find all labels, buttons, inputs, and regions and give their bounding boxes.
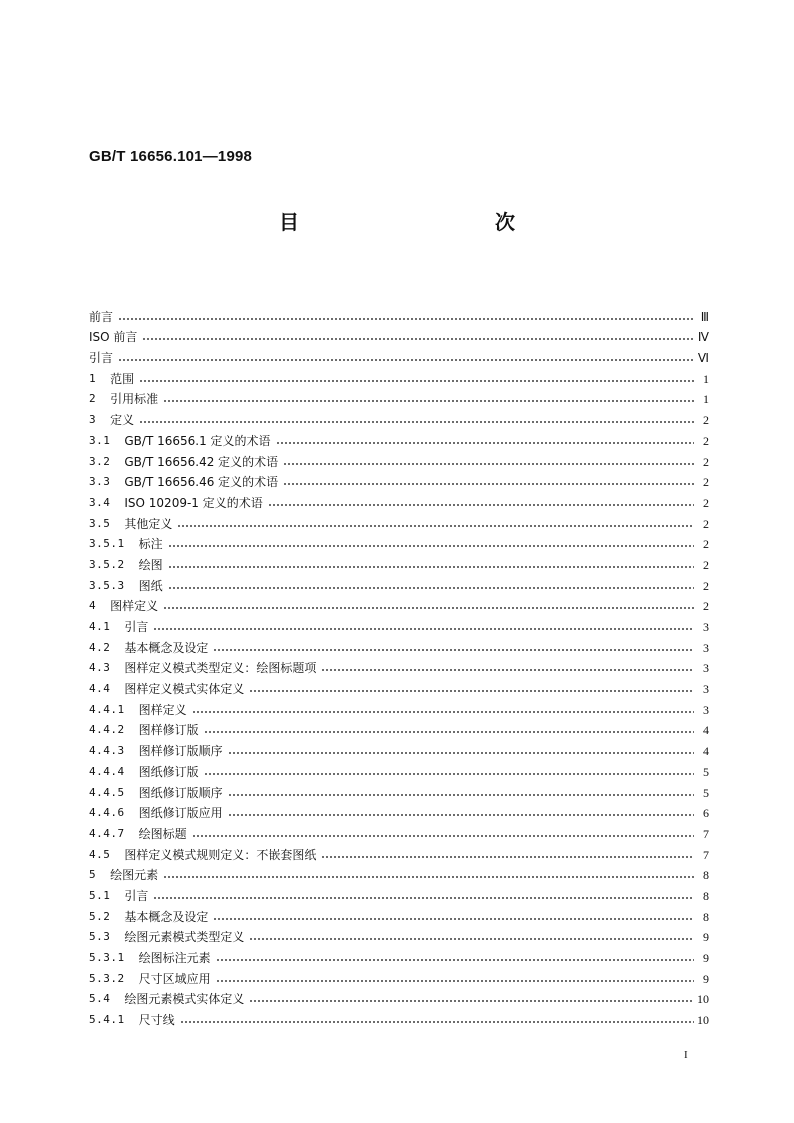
toc-leader-dots bbox=[228, 813, 694, 817]
toc-entry-number: 4.4 bbox=[89, 682, 111, 696]
toc-entry-label: 图样修订版顺序 bbox=[138, 744, 223, 759]
toc-entry-page: 5 bbox=[703, 785, 709, 800]
toc-entry-page: 1 bbox=[703, 392, 709, 407]
toc-entry-page: 2 bbox=[703, 537, 709, 552]
toc-leader-dots bbox=[216, 979, 694, 983]
toc-entry-number: 4.3 bbox=[89, 661, 111, 675]
toc-entry-label: 绘图 bbox=[138, 557, 163, 572]
toc-leader-dots bbox=[180, 1020, 694, 1024]
toc-entry-page: 10 bbox=[697, 1013, 709, 1028]
toc-entry-number: 3.4 bbox=[89, 495, 111, 509]
toc-entry-number: 3.2 bbox=[89, 454, 111, 468]
toc-entry-page: 9 bbox=[703, 930, 709, 945]
toc-entry-number: 5.3 bbox=[89, 930, 111, 944]
toc-entry-label: 范围 bbox=[110, 371, 135, 386]
toc-entry-page: 10 bbox=[697, 992, 709, 1007]
toc-leader-dots bbox=[163, 606, 694, 610]
toc-entry-label: 绘图元素 bbox=[110, 868, 159, 883]
toc-leader-dots bbox=[142, 337, 694, 341]
toc-leader-dots bbox=[204, 730, 694, 734]
toc-entry-number: 5.1 bbox=[89, 888, 111, 902]
toc-entry-number: 5.4 bbox=[89, 992, 111, 1006]
toc-entry-label: GB/T 16656.46 定义的术语 bbox=[124, 475, 279, 490]
toc-entry-page: 1 bbox=[703, 371, 709, 386]
toc-entry-number: 4 bbox=[89, 599, 97, 613]
toc-entry-page: Ⅵ bbox=[697, 351, 709, 366]
toc-leader-dots bbox=[249, 689, 694, 693]
toc-entry[interactable] bbox=[89, 800, 709, 821]
toc-entry-label: 引言 bbox=[89, 351, 114, 366]
toc-entry-label: 引用标准 bbox=[110, 392, 159, 407]
toc-entry-label: 图样定义模式实体定义 bbox=[124, 682, 245, 697]
toc-leader-dots bbox=[192, 834, 694, 838]
toc-leader-dots bbox=[139, 379, 694, 383]
toc-entry[interactable] bbox=[89, 406, 709, 427]
toc-entry-number: 5 bbox=[89, 868, 97, 882]
toc-entry-number: 3.1 bbox=[89, 433, 111, 447]
toc-leader-dots bbox=[163, 399, 694, 403]
toc-leader-dots bbox=[213, 917, 694, 921]
toc-entry[interactable] bbox=[89, 737, 709, 758]
toc-leader-dots bbox=[139, 420, 694, 424]
toc-entry-label: 绘图标注元素 bbox=[138, 951, 211, 965]
toc-entry-label: 尺寸线 bbox=[138, 1013, 175, 1028]
toc-entry-number: 2 bbox=[89, 392, 97, 406]
toc-entry[interactable] bbox=[89, 448, 709, 469]
toc-entry-number: 4.4.7 bbox=[89, 826, 125, 840]
toc-entry-number: 3.5.1 bbox=[89, 537, 125, 551]
toc-leader-dots bbox=[268, 503, 694, 507]
toc-entry[interactable] bbox=[89, 675, 709, 696]
toc-entry-number: 1 bbox=[89, 371, 97, 385]
toc-entry-number: 4.4.6 bbox=[89, 806, 125, 820]
toc-entry-label: 基本概念及设定 bbox=[124, 909, 209, 924]
toc-leader-dots bbox=[163, 875, 694, 879]
toc-entry-label: 图样定义 bbox=[110, 599, 159, 614]
toc-entry[interactable] bbox=[89, 903, 709, 924]
toc-entry-label: ISO 10209-1 定义的术语 bbox=[124, 495, 263, 510]
page-number: I bbox=[684, 1049, 688, 1061]
toc-entry[interactable] bbox=[89, 324, 709, 345]
toc-entry-number: 5.3.1 bbox=[89, 951, 125, 964]
toc-entry[interactable] bbox=[89, 862, 709, 883]
toc-entry-page: 2 bbox=[703, 475, 709, 490]
toc-entry[interactable] bbox=[89, 344, 709, 365]
toc-entry[interactable] bbox=[89, 634, 709, 655]
toc-entry-number: 4.2 bbox=[89, 640, 111, 654]
toc-entry[interactable] bbox=[89, 489, 709, 510]
toc-entry-number: 4.4.2 bbox=[89, 723, 125, 737]
toc-entry-label: 图纸修订版应用 bbox=[138, 806, 223, 821]
toc-entry-label: 绘图元素模式实体定义 bbox=[124, 992, 245, 1007]
toc-entry[interactable] bbox=[89, 303, 709, 324]
toc-entry-page: Ⅳ bbox=[697, 330, 709, 345]
toc-leader-dots bbox=[276, 441, 694, 445]
toc-leader-dots bbox=[321, 668, 694, 672]
toc-leader-dots bbox=[168, 544, 694, 548]
toc-entry-label: 引言 bbox=[124, 888, 149, 903]
toc-title: 目 次 bbox=[279, 210, 567, 234]
toc-entry[interactable] bbox=[89, 613, 709, 634]
toc-entry[interactable] bbox=[89, 365, 709, 386]
toc-entry-number: 3.5.3 bbox=[89, 578, 125, 592]
toc-entry-number: 4.4.4 bbox=[89, 764, 125, 778]
toc-entry-page: 3 bbox=[703, 640, 709, 655]
toc-entry[interactable] bbox=[89, 779, 709, 800]
toc-entry-page: 2 bbox=[703, 578, 709, 593]
toc-leader-dots bbox=[249, 937, 694, 941]
toc-leader-dots bbox=[204, 772, 694, 776]
toc-entry[interactable] bbox=[89, 572, 709, 593]
standard-code: GB/T 16656.101—1998 bbox=[89, 148, 253, 165]
toc-entry[interactable] bbox=[89, 469, 709, 490]
toc-entry-label: 图样定义 bbox=[138, 702, 187, 717]
toc-entry[interactable] bbox=[89, 841, 709, 862]
toc-entry[interactable] bbox=[89, 696, 709, 717]
toc-entry-page: 8 bbox=[703, 909, 709, 924]
toc-entry[interactable] bbox=[89, 758, 709, 779]
toc-entry-label: 图样修订版 bbox=[138, 723, 199, 738]
toc-entry-label: 绘图元素模式类型定义 bbox=[124, 930, 245, 945]
toc-entry-label: 图纸修订版 bbox=[138, 764, 199, 779]
toc-entry[interactable] bbox=[89, 510, 709, 531]
toc-entry-page: 7 bbox=[703, 847, 709, 862]
toc-entry-number: 5.4.1 bbox=[89, 1013, 125, 1027]
toc-entry-number: 3.3 bbox=[89, 475, 111, 489]
toc-entry[interactable] bbox=[89, 593, 709, 614]
toc-entry[interactable] bbox=[89, 924, 709, 945]
toc-entry-label: 图纸 bbox=[138, 578, 163, 593]
toc-entry-label: GB/T 16656.1 定义的术语 bbox=[124, 433, 271, 448]
toc-entry-page: 2 bbox=[703, 495, 709, 510]
toc-entry-label: 基本概念及设定 bbox=[124, 640, 209, 655]
toc-leader-dots bbox=[283, 482, 694, 486]
table-of-contents bbox=[89, 303, 709, 1027]
toc-entry-label: 定义 bbox=[110, 413, 135, 428]
toc-entry[interactable] bbox=[89, 386, 709, 407]
toc-entry[interactable] bbox=[89, 965, 709, 986]
toc-entry[interactable] bbox=[89, 986, 709, 1007]
toc-entry-number: 4.4.1 bbox=[89, 702, 125, 716]
toc-leader-dots bbox=[192, 710, 694, 714]
toc-entry-label: 图样定义模式规则定义：不嵌套图纸 bbox=[124, 847, 317, 862]
toc-leader-dots bbox=[321, 855, 694, 859]
toc-entry-number: 3.5.2 bbox=[89, 557, 125, 571]
toc-entry-label: 图样定义模式类型定义：绘图标题项 bbox=[124, 661, 317, 676]
toc-entry-label: 标注 bbox=[138, 537, 163, 552]
toc-entry-number: 4.5 bbox=[89, 847, 111, 861]
toc-entry-number: 3.5 bbox=[89, 516, 111, 530]
toc-entry-page: 2 bbox=[703, 599, 709, 614]
toc-leader-dots bbox=[118, 358, 694, 362]
toc-entry[interactable] bbox=[89, 717, 709, 738]
toc-entry[interactable] bbox=[89, 531, 709, 552]
toc-leader-dots bbox=[283, 462, 694, 466]
toc-leader-dots bbox=[249, 999, 694, 1003]
toc-leader-dots bbox=[177, 524, 694, 528]
toc-leader-dots bbox=[153, 896, 694, 900]
toc-entry-number: 4.4.5 bbox=[89, 785, 125, 799]
toc-entry-label: 引言 bbox=[124, 620, 149, 634]
toc-entry[interactable] bbox=[89, 551, 709, 572]
toc-entry-label: 绘图标题 bbox=[138, 826, 187, 841]
toc-entry-page: 2 bbox=[703, 557, 709, 572]
toc-entry[interactable] bbox=[89, 882, 709, 903]
toc-entry-page: 3 bbox=[703, 661, 709, 676]
toc-entry-page: 7 bbox=[703, 826, 709, 841]
toc-entry-page: 4 bbox=[703, 723, 709, 738]
toc-entry-page: 6 bbox=[703, 806, 709, 821]
toc-leader-dots bbox=[168, 586, 694, 590]
toc-entry-label: 尺寸区域应用 bbox=[138, 971, 211, 986]
toc-leader-dots bbox=[228, 793, 694, 797]
toc-entry-label: 其他定义 bbox=[124, 516, 173, 531]
toc-entry-page: 4 bbox=[703, 744, 709, 759]
toc-entry-page: 5 bbox=[703, 764, 709, 779]
toc-entry[interactable] bbox=[89, 944, 709, 965]
toc-entry-number: 3 bbox=[89, 413, 97, 427]
toc-entry[interactable] bbox=[89, 1006, 709, 1027]
toc-entry-page: 2 bbox=[703, 413, 709, 428]
toc-leader-dots bbox=[228, 751, 694, 755]
toc-entry[interactable] bbox=[89, 655, 709, 676]
toc-entry-label: GB/T 16656.42 定义的术语 bbox=[124, 454, 279, 469]
toc-entry-page: 3 bbox=[703, 620, 709, 634]
toc-leader-dots bbox=[168, 565, 694, 569]
toc-entry-number: 5.2 bbox=[89, 909, 111, 923]
toc-entry-label: 前言 bbox=[89, 309, 114, 324]
toc-leader-dots bbox=[118, 317, 694, 321]
toc-entry-page: Ⅲ bbox=[700, 309, 709, 324]
toc-entry-page: 3 bbox=[703, 702, 709, 717]
toc-entry-number: 4.1 bbox=[89, 620, 111, 633]
toc-entry-page: 9 bbox=[703, 951, 709, 965]
toc-entry-page: 3 bbox=[703, 682, 709, 697]
toc-entry-number: 4.4.3 bbox=[89, 744, 125, 758]
toc-entry-page: 9 bbox=[703, 971, 709, 986]
toc-entry-page: 8 bbox=[703, 868, 709, 883]
toc-entry[interactable] bbox=[89, 820, 709, 841]
toc-entry-label: ISO 前言 bbox=[89, 330, 138, 345]
toc-entry[interactable] bbox=[89, 427, 709, 448]
toc-leader-dots bbox=[216, 958, 694, 962]
toc-leader-dots bbox=[213, 648, 694, 652]
toc-entry-page: 2 bbox=[703, 433, 709, 448]
toc-entry-page: 2 bbox=[703, 516, 709, 531]
toc-entry-page: 8 bbox=[703, 888, 709, 903]
toc-entry-page: 2 bbox=[703, 454, 709, 469]
toc-entry-label: 图纸修订版顺序 bbox=[138, 785, 223, 800]
toc-leader-dots bbox=[153, 627, 694, 631]
toc-entry-number: 5.3.2 bbox=[89, 971, 125, 985]
